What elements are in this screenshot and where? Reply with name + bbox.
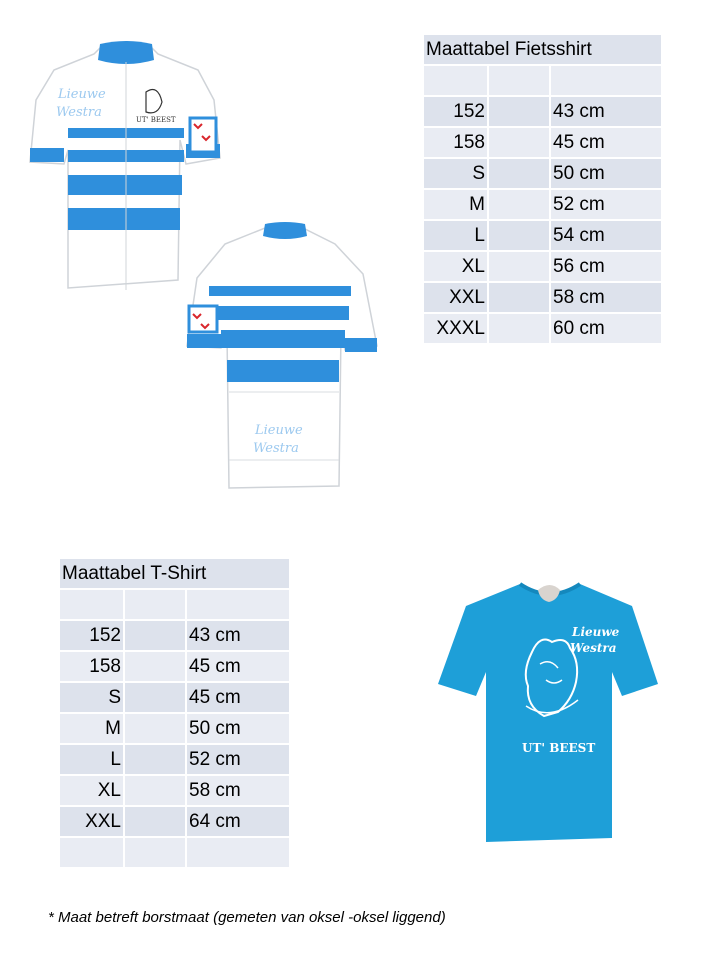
footnote: * Maat betreft borstmaat (gemeten van oksel -oksel liggend) [48, 909, 446, 926]
jersey-back-name-line2: Westra [253, 441, 299, 456]
table-title-row [424, 35, 661, 65]
table-row [424, 127, 661, 158]
table-empty-row [424, 65, 661, 96]
table-row [424, 251, 661, 282]
tshirt-name-line2: Westra [570, 641, 617, 655]
table-row [60, 806, 289, 837]
tshirt-name-line1: Lieuwe [572, 625, 620, 639]
tshirt-logo-text: UT' BEEST [522, 741, 596, 755]
size-cell: 152 [60, 620, 124, 651]
size-cell: XXXL [424, 313, 488, 344]
tshirt-size-table [60, 559, 289, 869]
size-cell: L [60, 744, 124, 775]
size-cell: 158 [424, 127, 488, 158]
value-cell: 50 cm [550, 158, 661, 189]
tshirt-table-title: Maattabel T-Shirt [60, 559, 289, 589]
value-cell: 45 cm [550, 127, 661, 158]
cycling-size-table [424, 35, 661, 345]
tshirt-image [436, 576, 662, 846]
table-row [60, 744, 289, 775]
table-empty-row [60, 837, 289, 868]
value-cell: 60 cm [550, 313, 661, 344]
table-empty-row [60, 589, 289, 620]
value-cell: 43 cm [550, 96, 661, 127]
size-cell: M [424, 189, 488, 220]
jersey-back-name-line1: Lieuwe [255, 423, 303, 438]
table-title-row [60, 559, 289, 589]
table-row [60, 651, 289, 682]
size-cell: 152 [424, 96, 488, 127]
value-cell: 58 cm [550, 282, 661, 313]
size-cell: L [424, 220, 488, 251]
value-cell: 45 cm [186, 651, 289, 682]
table-row [60, 620, 289, 651]
table-row [60, 682, 289, 713]
jersey-back-image [185, 222, 381, 492]
jersey-name-line2: Westra [56, 105, 102, 120]
value-cell: 64 cm [186, 806, 289, 837]
size-cell: M [60, 713, 124, 744]
size-cell: 158 [60, 651, 124, 682]
value-cell: 58 cm [186, 775, 289, 806]
size-cell: XXL [60, 806, 124, 837]
value-cell: 50 cm [186, 713, 289, 744]
table-row [424, 158, 661, 189]
value-cell: 43 cm [186, 620, 289, 651]
value-cell: 52 cm [550, 189, 661, 220]
size-cell: S [424, 158, 488, 189]
table-row [60, 775, 289, 806]
table-row [424, 220, 661, 251]
cycling-table-title: Maattabel Fietsshirt [424, 35, 661, 65]
value-cell: 45 cm [186, 682, 289, 713]
table-row [60, 713, 289, 744]
size-cell: XL [60, 775, 124, 806]
value-cell: 54 cm [550, 220, 661, 251]
value-cell: 56 cm [550, 251, 661, 282]
value-cell: 52 cm [186, 744, 289, 775]
table-row [424, 96, 661, 127]
size-cell: XL [424, 251, 488, 282]
jersey-name-line1: Lieuwe [58, 87, 106, 102]
table-row [424, 282, 661, 313]
table-row [424, 313, 661, 344]
jersey-logo-text: UT' BEEST [136, 116, 176, 124]
table-row [424, 189, 661, 220]
size-cell: S [60, 682, 124, 713]
size-cell: XXL [424, 282, 488, 313]
